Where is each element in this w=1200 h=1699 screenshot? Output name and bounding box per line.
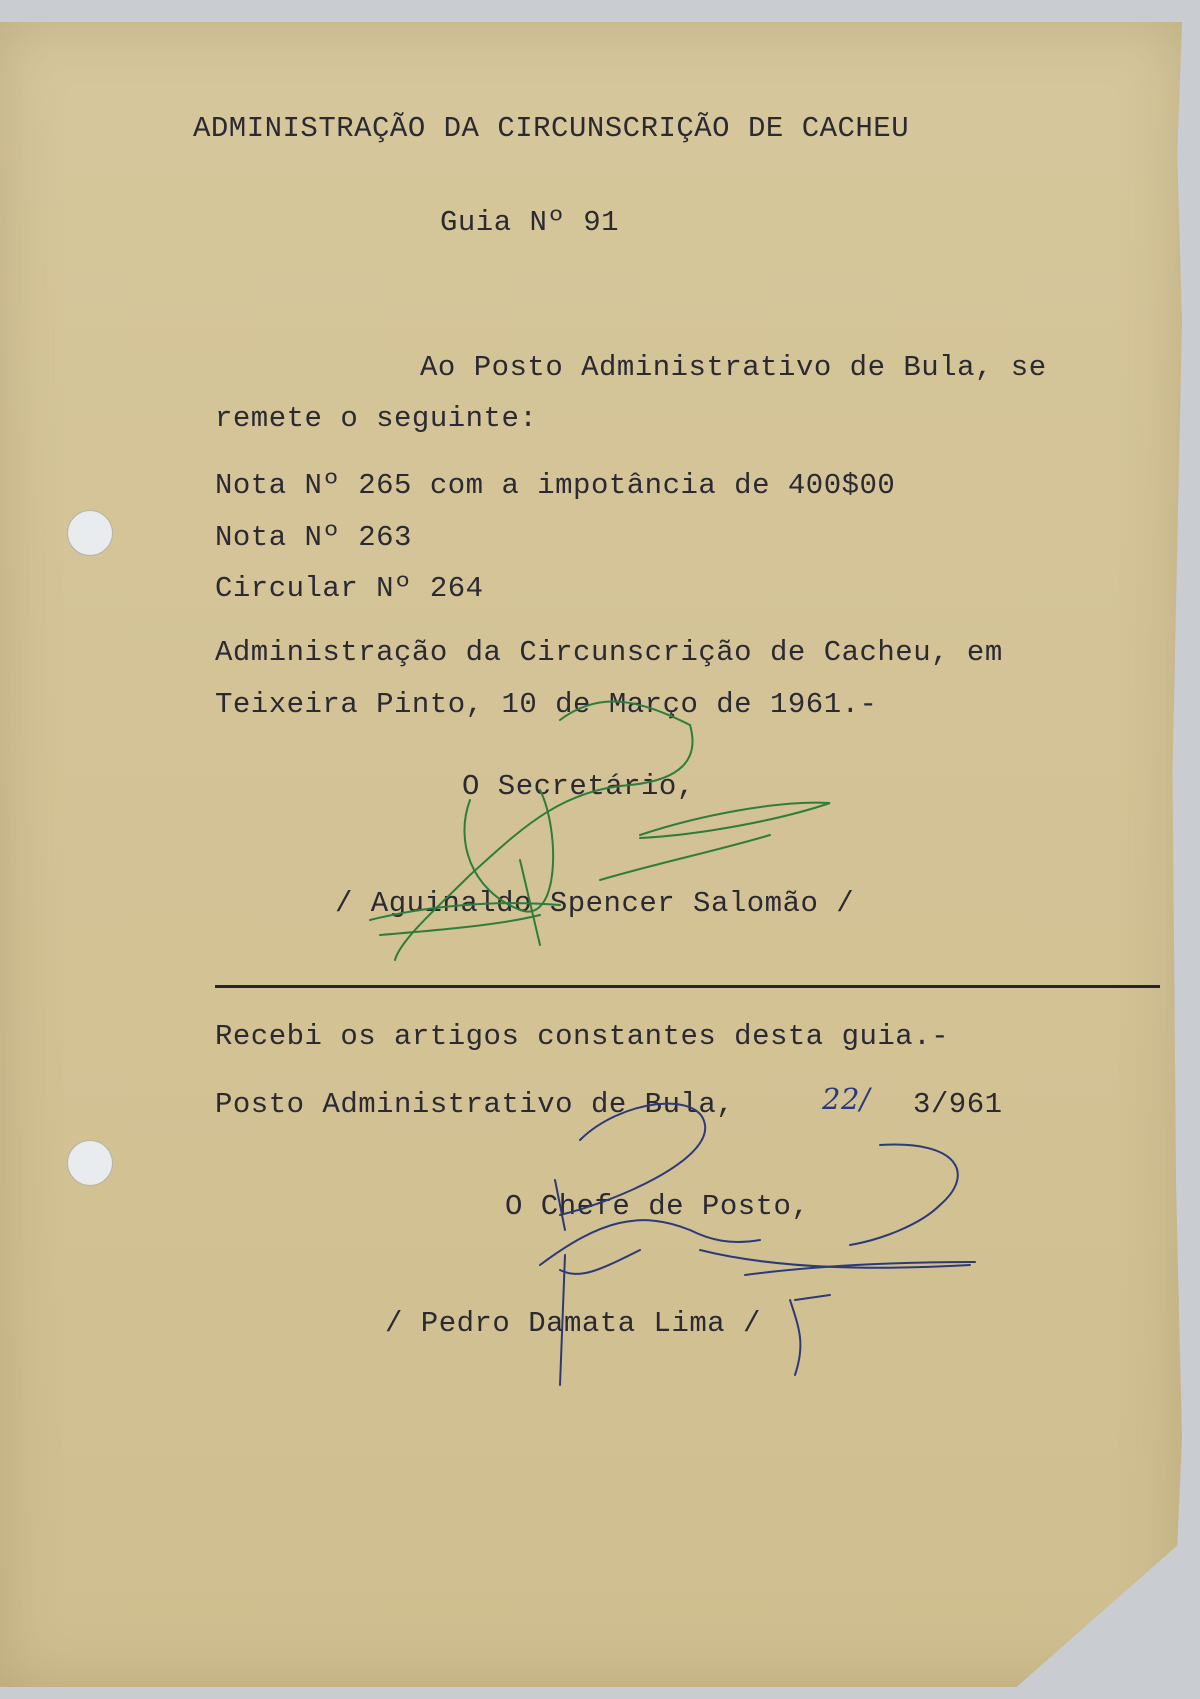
receipt-place: Posto Administrativo de Bula, xyxy=(215,1088,735,1121)
signer1-title: O Secretário, xyxy=(462,770,695,803)
receipt-date-typed: 3/961 xyxy=(913,1088,1003,1121)
signer2-name: / Pedro Damata Lima / xyxy=(385,1307,761,1340)
receipt-date-handwritten: 22/ xyxy=(822,1082,871,1116)
closing-line-2: Teixeira Pinto, 10 de Março de 1961.- xyxy=(215,688,878,721)
guide-number: Guia Nº 91 xyxy=(440,206,620,239)
signer1-name: / Aguinaldo Spencer Salomão / xyxy=(335,887,855,920)
closing-line-1: Administração da Circunscrição de Cacheu, em xyxy=(215,636,1003,669)
document-header: ADMINISTRAÇÃO DA CIRCUNSCRIÇÃO DE CACHEU xyxy=(193,112,910,145)
receipt-line: Recebi os artigos constantes desta guia.- xyxy=(215,1020,950,1053)
chief-signature xyxy=(540,1104,975,1385)
item-line: Nota Nº 265 com a impotância de 400$00 xyxy=(215,469,896,502)
intro-line-2: remete o seguinte: xyxy=(215,402,538,435)
item-line: Nota Nº 263 xyxy=(215,521,412,554)
item-line: Circular Nº 264 xyxy=(215,572,484,605)
signer2-title: O Chefe de Posto, xyxy=(505,1190,810,1223)
secretary-signature xyxy=(370,701,830,960)
intro-line-1: Ao Posto Administrativo de Bula, se xyxy=(420,351,1047,384)
